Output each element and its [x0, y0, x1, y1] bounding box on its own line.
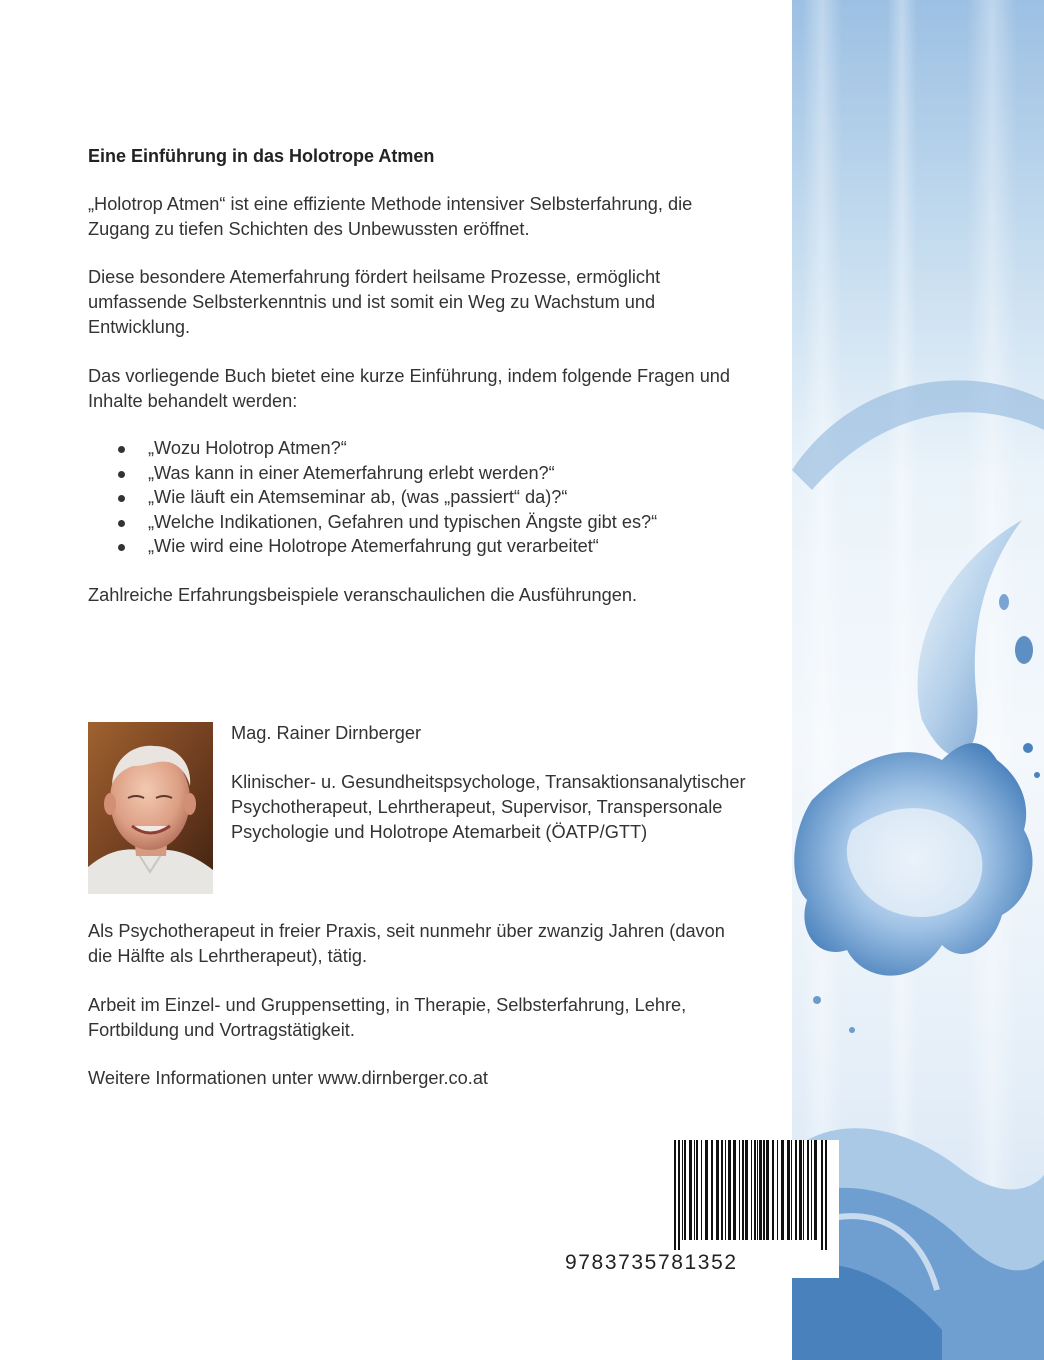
- list-item: [118, 436, 657, 461]
- barcode-bar: [694, 1140, 695, 1240]
- book-subtitle-heading: Eine Einführung in das Holotrope Atmen: [88, 146, 435, 166]
- barcode-bar: [751, 1140, 752, 1240]
- author-portrait-graphic: [88, 722, 213, 894]
- author-practice-paragraph: Als Psychotherapeut in freier Praxis, seit nunmehr über zwanzig Jahren (davon die Hälfte als Lehrtherapeut), tätig.: [88, 921, 725, 966]
- question-text: „Wozu Holotrop Atmen?“: [148, 438, 347, 458]
- barcode-bar: [705, 1140, 708, 1240]
- barcode-bar: [745, 1140, 748, 1240]
- barcode-guard-bar: [821, 1140, 823, 1250]
- list-item: [118, 510, 657, 535]
- barcode-bar: [754, 1140, 756, 1240]
- barcode-bar: [811, 1140, 812, 1240]
- author-work-paragraph: Arbeit im Einzel- und Gruppensetting, in Therapie, Selbsterfahrung, Lehre, Fortbildung und Vortragstätigkeit.: [88, 995, 687, 1040]
- barcode-guard-bar: [825, 1140, 827, 1250]
- barcode-bar: [795, 1140, 797, 1240]
- question-list: [118, 436, 657, 559]
- list-item: [118, 534, 657, 559]
- barcode-bar: [757, 1140, 758, 1240]
- barcode-bar: [733, 1140, 736, 1240]
- barcode-bar: [814, 1140, 817, 1240]
- barcode-bars-graphic: [579, 1140, 839, 1250]
- barcode-bar: [781, 1140, 784, 1240]
- list-item: [118, 485, 657, 510]
- intro-paragraph: „Holotrop Atmen“ ist eine effiziente Methode intensiver Selbsterfahrung, die Zugang zu tiefen Schichten des Unbewussten eröffnet.: [88, 194, 693, 239]
- barcode-guard-bar: [674, 1140, 676, 1250]
- question-text: „Wie wird eine Holotrope Atemerfahrung gut verarbeitet“: [148, 536, 599, 556]
- bullet-icon: [118, 446, 125, 453]
- barcode-bar: [689, 1140, 692, 1240]
- barcode-number: 9783735781352: [565, 1251, 738, 1274]
- barcode-bar: [799, 1140, 802, 1240]
- barcode-bar: [772, 1140, 774, 1240]
- bullet-icon: [118, 544, 125, 551]
- question-text: „Was kann in einer Atemerfahrung erlebt werden?“: [148, 462, 555, 483]
- examples-paragraph: Zahlreiche Erfahrungsbeispiele veranschaulichen die Ausführungen.: [88, 585, 638, 605]
- question-text: „Wie läuft ein Atemseminar ab, (was „passiert“ da)?“: [148, 487, 568, 507]
- author-name: Mag. Rainer Dirnberger: [231, 723, 422, 743]
- process-paragraph: Diese besondere Atemerfahrung fördert heilsame Prozesse, ermöglicht umfassende Selbsterkenntnis und ist somit ein Weg zu Wachstum und Entwicklung.: [88, 267, 661, 337]
- bullet-icon: [118, 495, 125, 502]
- barcode-bar: [803, 1140, 804, 1240]
- barcode-bar: [807, 1140, 809, 1240]
- barcode-bar: [739, 1140, 740, 1240]
- barcode-bar: [696, 1140, 698, 1240]
- barcode-bar: [716, 1140, 719, 1240]
- barcode-bar: [787, 1140, 790, 1240]
- list-item: [118, 461, 657, 486]
- question-text: „Welche Indikationen, Gefahren und typischen Ängste gibt es?“: [148, 511, 658, 532]
- barcode-bar: [684, 1140, 686, 1240]
- barcode-bar: [728, 1140, 731, 1240]
- barcode-bar: [791, 1140, 792, 1240]
- author-bio: Klinischer- u. Gesundheitspsychologe, Transaktionsanalytischer Psychotherapeut, Lehrtherapeut, Supervisor, Transpersonale Psychologie und Holotrope Atemarbeit (ÖATP/GTT): [231, 772, 746, 842]
- barcode-guard-bar: [678, 1140, 680, 1250]
- barcode-bar: [725, 1140, 726, 1240]
- barcode-bar: [766, 1140, 769, 1240]
- barcode-bar: [721, 1140, 723, 1240]
- barcode-bar: [777, 1140, 778, 1240]
- more-info-text: Weitere Informationen unter www.dirnberger.co.at: [88, 1068, 488, 1088]
- bullet-icon: [118, 520, 125, 527]
- bullet-icon: [118, 471, 125, 478]
- barcode-bar: [759, 1140, 762, 1240]
- author-photo: [88, 722, 213, 894]
- barcode-bar: [763, 1140, 765, 1240]
- barcode-bar: [742, 1140, 744, 1240]
- barcode-bar: [682, 1140, 683, 1240]
- barcode-bar: [711, 1140, 713, 1240]
- barcode-bar: [701, 1140, 702, 1240]
- book-content-paragraph: Das vorliegende Buch bietet eine kurze Einführung, indem folgende Fragen und Inhalte behandelt werden:: [88, 366, 731, 411]
